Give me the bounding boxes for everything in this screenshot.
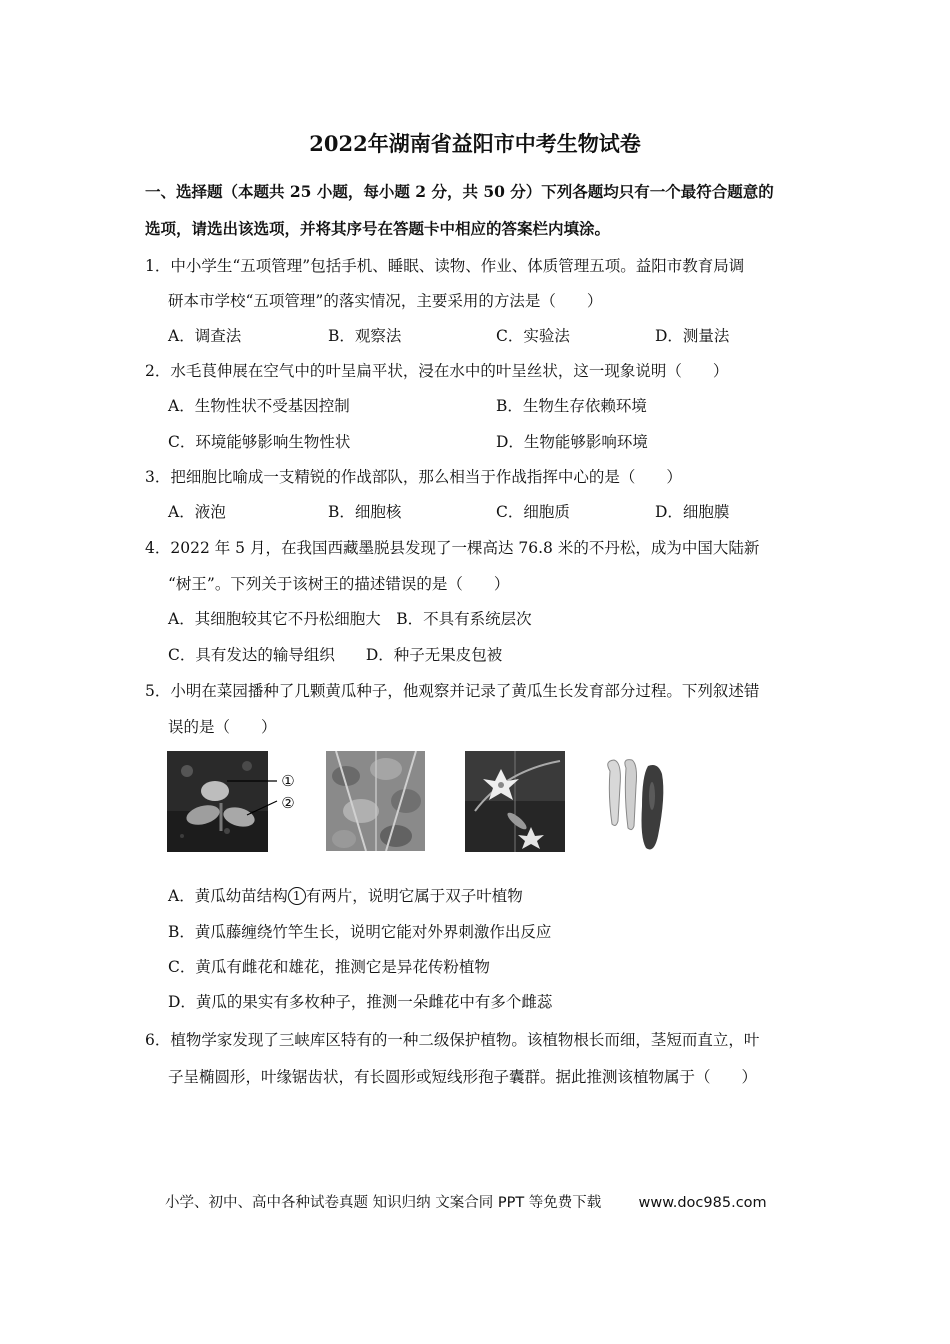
question-2-option-a: A．生物性状不受基因控制: [168, 397, 350, 415]
question-4-options-cd: C．具有发达的输导组织 D．种子无果皮包被: [168, 646, 503, 664]
cucumber-photo: [600, 756, 670, 856]
question-6-line2: 子呈椭圆形，叶缘锯齿状，有长圆形或短线形孢子囊群。据此推测该植物属于（ ）: [168, 1068, 758, 1086]
question-1-line2: 研本市学校“五项管理”的落实情况，主要采用的方法是（ ）: [168, 292, 603, 310]
question-2-option-c: C．环境能够影响生物性状: [168, 433, 351, 451]
question-5-option-d: D．黄瓜的果实有多枚种子，推测一朵雌花中有多个雌蕊: [168, 993, 553, 1011]
question-3-option-d: D．细胞膜: [655, 503, 730, 521]
question-2-option-d: D．生物能够影响环境: [496, 433, 648, 451]
question-5-option-a-post: 有两片，说明它属于双子叶植物: [305, 887, 523, 905]
question-1-line1: 1．中小学生“五项管理”包括手机、睡眠、读物、作业、体质管理五项。益阳市教育局调: [145, 257, 745, 275]
question-5-option-c: C．黄瓜有雌花和雄花，推测它是异花传粉植物: [168, 958, 490, 976]
question-1-option-a: A．调查法: [168, 327, 242, 345]
footer-text: 小学、初中、高中各种试卷真题 知识归纳 文案合同 PPT 等免费下载: [165, 1195, 602, 1211]
question-5-line2: 误的是（ ）: [168, 718, 277, 736]
flower-photo: [465, 751, 565, 852]
footer: [165, 1191, 767, 1212]
question-6-line1: 6．植物学家发现了三峡库区特有的一种二级保护植物。该植物根长而细，茎短而直立，叶: [145, 1031, 760, 1049]
question-1-option-c: C．实验法: [496, 327, 570, 345]
seedling-label-1: ①: [281, 772, 295, 790]
footer-site-link[interactable]: www.doc985.com: [638, 1195, 767, 1211]
question-4-line1: 4．2022 年 5 月，在我国西藏墨脱县发现了一棵高达 76.8 米的不丹松，成为中国大陆新: [145, 539, 760, 557]
vines-photo: [326, 751, 425, 851]
question-3-option-c: C．细胞质: [496, 503, 570, 521]
section-heading-line2: 选项，请选出该选项，并将其序号在答题卡中相应的答案栏内填涂。: [145, 219, 611, 238]
question-2-line1: 2．水毛茛伸展在空气中的叶呈扁平状，浸在水中的叶呈丝状，这一现象说明（ ）: [145, 362, 729, 380]
question-1-option-d: D．测量法: [655, 327, 730, 345]
section-heading-line1: 一、选择题（本题共 25 小题，每小题 2 分，共 50 分）下列各题均只有一个最符合题意的: [145, 182, 774, 201]
seedling-photo: [167, 751, 299, 852]
question-3-option-a: A．液泡: [168, 503, 226, 521]
question-5-option-b: B．黄瓜藤缠绕竹竿生长，说明它能对外界刺激作出反应: [168, 923, 552, 941]
question-5-line1: 5．小明在菜园播种了几颗黄瓜种子，他观察并记录了黄瓜生长发育部分过程。下列叙述错: [145, 682, 760, 700]
question-4-options-ab: A．其细胞较其它不丹松细胞大 B．不具有系统层次: [168, 610, 532, 628]
circled-marker: 1: [288, 887, 306, 905]
question-5-option-a: [168, 886, 523, 906]
question-1-option-b: B．观察法: [328, 327, 402, 345]
question-5-option-a-pre: A．黄瓜幼苗结构: [168, 887, 288, 905]
seedling-label-2: ②: [281, 794, 295, 812]
question-3-option-b: B．细胞核: [328, 503, 402, 521]
question-3-line1: 3．把细胞比喻成一支精锐的作战部队，那么相当于作战指挥中心的是（ ）: [145, 468, 682, 486]
question-4-line2: “树王”。下列关于该树王的描述错误的是（ ）: [168, 575, 510, 593]
page-title: 2022年湖南省益阳市中考生物试卷: [309, 131, 641, 156]
question-2-option-b: B．生物生存依赖环境: [496, 397, 647, 415]
